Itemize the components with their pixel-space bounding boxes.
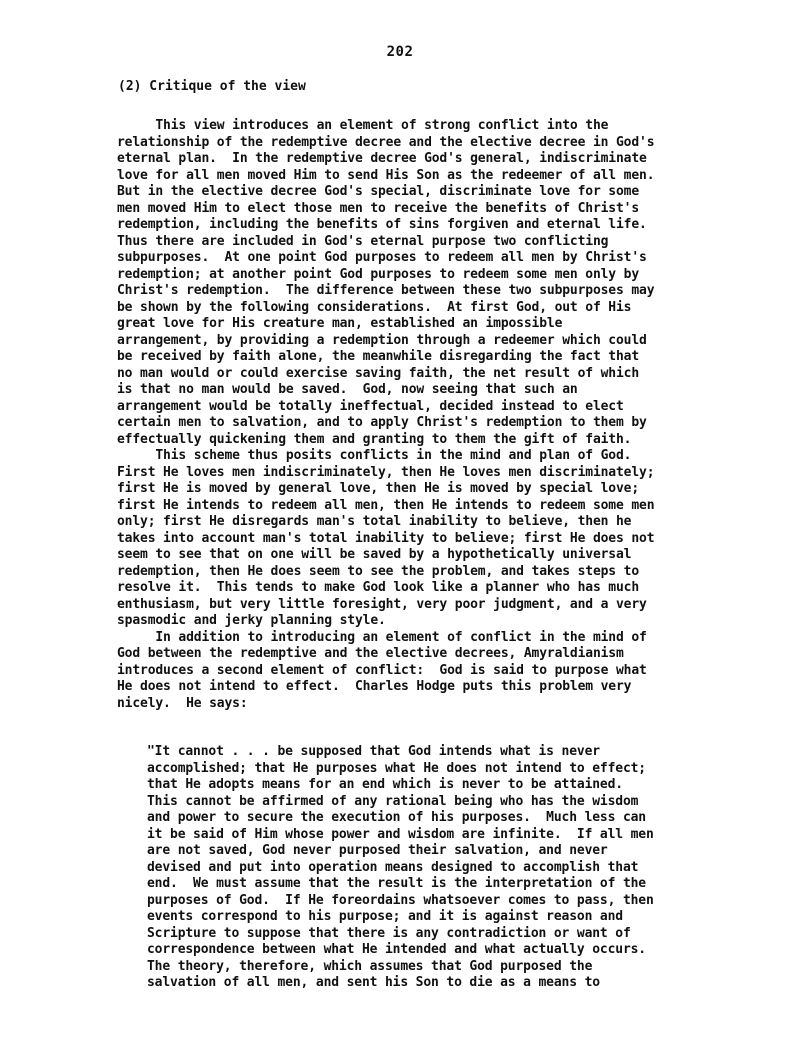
text-line: Thus there are included in God's eternal purpose two conflicting [117,233,609,249]
text-line: In addition to introducing an element of conflict in the mind of [117,629,647,645]
text-line: resolve it. This tends to make God look like a planner who has much [117,580,640,595]
text-line: men moved Him to elect those men to receive the benefits of Christ's [117,200,640,216]
quote-line: This cannot be affirmed of any rational being who has the wisdom [147,793,639,809]
text-line: takes into account man's total inability to believe; first He does not [117,530,655,546]
quote-line: purposes of God. If He foreordains whatsoever comes to pass, then [147,892,654,908]
quote-line: that He adopts means for an end which is never to be attained. [147,777,623,792]
block-quote [147,744,727,992]
text-line: arrangement would be totally ineffectual, decided instead to elect [117,398,624,414]
text-line: effectually quickening them and granting to them the gift of faith. [117,431,632,447]
text-line: only; first He disregards man's total inability to believe, then he [117,514,632,529]
quote-line: accomplished; that He purposes what He does not intend to effect; [147,760,646,776]
quote-line: are not saved, God never purposed their salvation, and never [147,843,608,858]
text-line: first He intends to redeem all men, then He intends to redeem some men [117,497,655,513]
text-line: is that no man would be saved. God, now seeing that such an [117,382,578,397]
text-line: eternal plan. In the redemptive decree God's general, indiscriminate [117,151,647,166]
text-line: enthusiasm, but very little foresight, very poor judgment, and a very [117,596,647,612]
text-line: subpurposes. At one point God purposes to redeem all men by Christ's [117,250,647,265]
paragraph [117,630,717,713]
text-line: no man would or could exercise saving faith, the net result of which [117,365,640,381]
text-line: first He is moved by general love, then He is moved by special love; [117,481,640,496]
text-line: redemption, then He does seem to see the problem, and takes steps to [117,563,640,579]
quote-line: end. We must assume that the result is the interpretation of the [147,876,646,891]
text-line: certain men to salvation, and to apply Christ's redemption to them by [117,415,647,430]
quote-line: The theory, therefore, which assumes that God purposed the [147,958,593,974]
text-line: This scheme thus posits conflicts in the mind and plan of God. [117,448,632,463]
text-line: Christ's redemption. The difference between these two subpurposes may [117,283,655,298]
text-line: This view introduces an element of strong conflict into the [117,118,609,133]
quote-line: salvation of all men, and sent his Son to die as a means to [147,975,600,990]
page-number: 202 [386,44,414,60]
text-line: First He loves men indiscriminately, then He loves men discriminately; [117,464,655,480]
text-line: love for all men moved Him to send His Son as the redeemer of all men. [117,167,655,183]
section-heading: (2) Critique of the view [118,79,306,94]
text-line: arrangement, by providing a redemption through a redeemer which could [117,332,647,348]
quote-line: Scripture to suppose that there is any contradiction or want of [147,925,631,941]
quote-line: events correspond to his purpose; and it is against reason and [147,909,623,924]
paragraph [117,118,717,448]
text-line: God between the redemptive and the elective decrees, Amyraldianism [117,646,624,661]
text-line: spasmodic and jerky planning style. [117,613,386,628]
text-line: redemption, including the benefits of sins forgiven and eternal life. [117,217,647,232]
text-line: nicely. He says: [117,695,248,711]
text-line: But in the elective decree God's special, discriminate love for some [117,184,640,199]
text-line: seem to see that on one will be saved by a hypothetically universal [117,547,632,562]
body-text [117,118,717,712]
quote-line: devised and put into operation means designed to accomplish that [147,859,639,875]
quote-line: correspondence between what He intended and what actually occurs. [147,942,646,957]
quote-line: and power to secure the execution of his purposes. Much less can [147,810,646,825]
text-line: redemption; at another point God purposes to redeem some men only by [117,266,640,282]
paragraph [117,448,717,630]
text-line: be received by faith alone, the meanwhile disregarding the fact that [117,349,640,364]
text-line: be shown by the following considerations. At first God, out of His [117,299,632,315]
quote-line: "It cannot . . . be supposed that God intends what is never [147,744,600,759]
quote-line: it be said of Him whose power and wisdom are infinite. If all men [147,826,654,842]
text-line: relationship of the redemptive decree and the elective decree in God's [117,134,655,150]
text-line: He does not intend to effect. Charles Hodge puts this problem very [117,679,632,694]
text-line: introduces a second element of conflict: God is said to purpose what [117,662,647,678]
text-line: great love for His creature man, established an impossible [117,316,563,331]
